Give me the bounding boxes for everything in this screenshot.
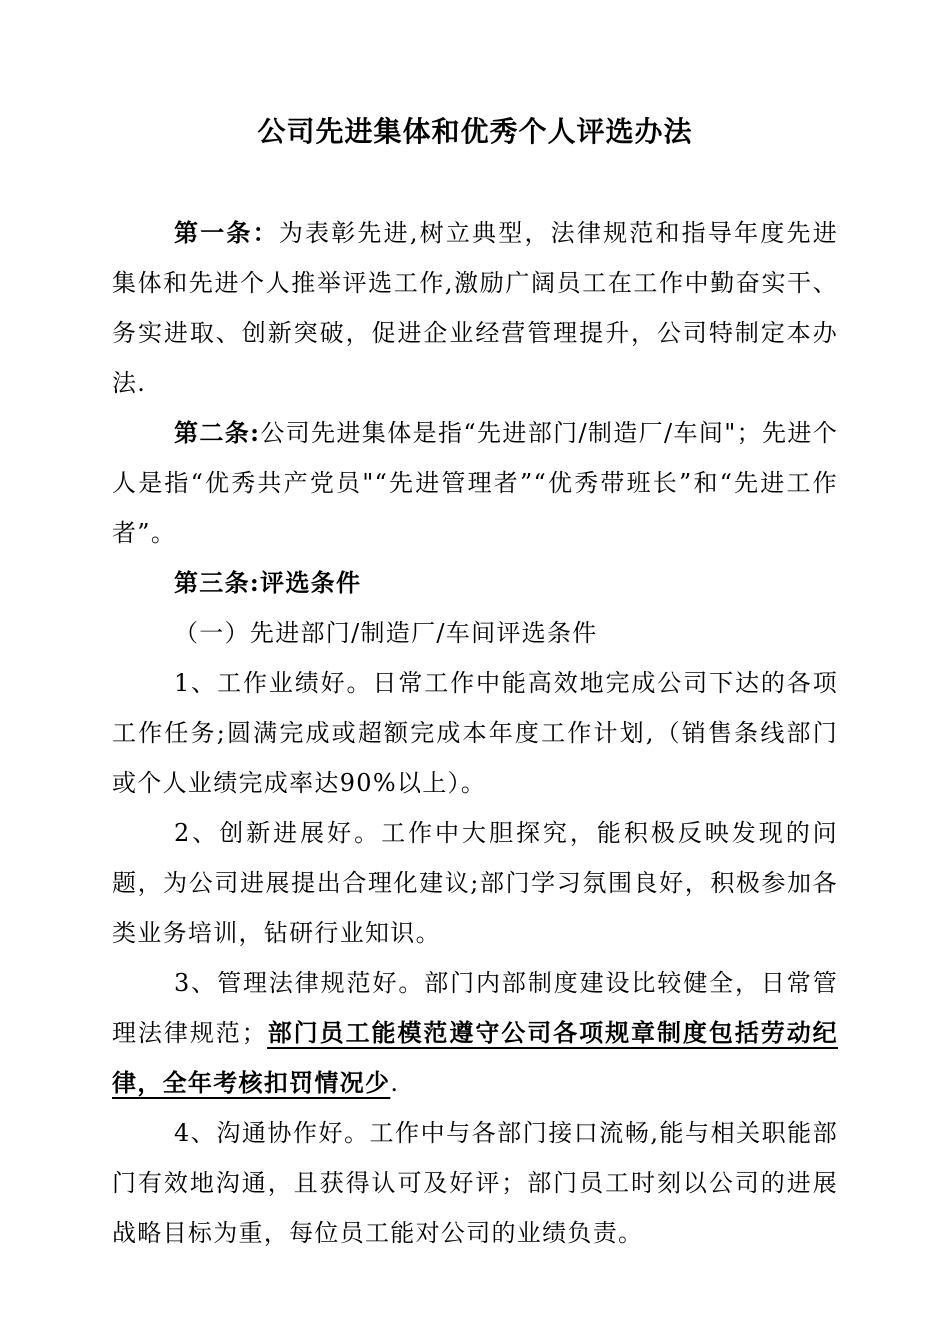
article-1-text: 为表彰先进,树立典型，法律规范和指导年度先进集体和先进个人推举评选工作,激励广阔员工在工作中勤奋实干、务实进取、创新突破，促进企业经营管理提升，公司特制定本办法. xyxy=(112,219,838,397)
criteria-item-4: 4、沟通协作好。工作中与各部门接口流畅,能与相关职能部门有效地沟通，且获得认可及好评；部门员工时刻以公司的进展战略目标为重，每位员工能对公司的业绩负责。 xyxy=(112,1119,838,1247)
article-2-text: 公司先进集体是指“先进部门/制造厂/车间"；先进个人是指“优秀共产党员"“先进管理者”“优秀带班长”和“先进工作者”。 xyxy=(112,419,838,547)
section-1-heading: （一）先进部门/制造厂/车间评选条件 xyxy=(174,619,598,647)
criteria-item-2: 2、创新进展好。工作中大胆探究，能积极反映发现的问题，为公司进展提出合理化建议;部门学习氛围良好，积极参加各类业务培训，钻研行业知识。 xyxy=(112,819,838,947)
article-2-label: 第二条: xyxy=(174,418,261,447)
article-3 xyxy=(112,558,838,608)
article-1-label: 第一条： xyxy=(174,218,279,247)
document-title: 公司先进集体和优秀个人评选办法 xyxy=(257,115,693,148)
criteria-item-1: 1、工作业绩好。日常工作中能高效地完成公司下达的各项工作任务;圆满完成或超额完成本年度工作计划,（销售条线部门或个人业绩完成率达90%以上）。 xyxy=(112,669,838,797)
article-3-label: 第三条:评选条件 xyxy=(174,568,362,597)
article-2 xyxy=(112,408,838,558)
document-body xyxy=(112,208,838,1258)
criteria-item-3-tail: . xyxy=(390,1069,400,1097)
article-1 xyxy=(112,208,838,408)
criteria-item-3 xyxy=(112,958,838,1108)
criteria-item-3-text: 3、管理法律规范好。部门内部制度建设比较健全，日常管理法律规范； xyxy=(112,969,838,1047)
criteria-item-3-emphasis: 部门员工能模范遵守公司各项规章制度包括劳动纪律，全年考核扣罚情况少 xyxy=(112,1018,838,1097)
